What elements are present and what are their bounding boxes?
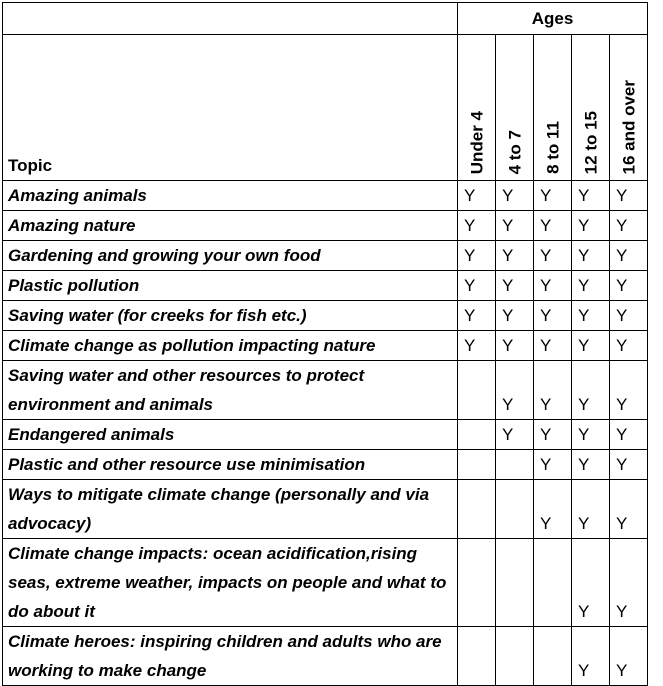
table-row <box>3 627 648 686</box>
topic-cell: Amazing nature <box>3 211 458 241</box>
age-mark-cell: Y <box>534 361 572 420</box>
age-mark-cell: Y <box>572 539 610 627</box>
topic-column-header: Topic <box>3 35 458 181</box>
table-body <box>3 181 648 686</box>
age-mark-cell <box>458 539 496 627</box>
table-row <box>3 241 648 271</box>
age-mark-cell <box>458 361 496 420</box>
age-mark-cell: Y <box>572 480 610 539</box>
age-header-12-to-15 <box>572 35 610 181</box>
topic-cell: Plastic pollution <box>3 271 458 301</box>
age-header-label: 16 and over <box>619 79 638 174</box>
age-mark-cell: Y <box>496 241 534 271</box>
age-header-label: 4 to 7 <box>505 129 524 174</box>
age-mark-cell <box>496 450 534 480</box>
age-mark-cell: Y <box>572 420 610 450</box>
table-row <box>3 271 648 301</box>
age-mark-cell <box>496 627 534 686</box>
age-mark-cell: Y <box>572 331 610 361</box>
age-mark-cell: Y <box>610 271 648 301</box>
age-mark-cell: Y <box>610 211 648 241</box>
table-row <box>3 420 648 450</box>
table-row <box>3 480 648 539</box>
age-mark-cell: Y <box>610 420 648 450</box>
age-header-under-4 <box>458 35 496 181</box>
age-header-8-to-11 <box>534 35 572 181</box>
age-mark-cell: Y <box>534 241 572 271</box>
table-row <box>3 450 648 480</box>
topics-by-age-table-wrapper <box>2 2 648 686</box>
age-mark-cell: Y <box>610 361 648 420</box>
age-mark-cell: Y <box>458 181 496 211</box>
age-mark-cell: Y <box>534 331 572 361</box>
topic-cell: Amazing animals <box>3 181 458 211</box>
age-mark-cell: Y <box>534 420 572 450</box>
age-mark-cell: Y <box>572 181 610 211</box>
age-mark-cell: Y <box>534 271 572 301</box>
topic-cell: Climate change impacts: ocean acidification,rising seas, extreme weather, impacts on people and what to do about it <box>3 539 458 627</box>
topic-cell: Plastic and other resource use minimisation <box>3 450 458 480</box>
age-mark-cell: Y <box>534 301 572 331</box>
age-mark-cell: Y <box>534 181 572 211</box>
age-mark-cell: Y <box>496 301 534 331</box>
table-row <box>3 331 648 361</box>
age-mark-cell: Y <box>610 241 648 271</box>
age-mark-cell <box>458 420 496 450</box>
age-mark-cell <box>496 539 534 627</box>
age-mark-cell <box>534 627 572 686</box>
topics-by-age-table <box>2 2 648 686</box>
age-header-4-to-7 <box>496 35 534 181</box>
age-mark-cell: Y <box>534 211 572 241</box>
header-row-ages <box>3 3 648 35</box>
age-mark-cell: Y <box>496 331 534 361</box>
age-mark-cell: Y <box>496 420 534 450</box>
age-mark-cell: Y <box>610 627 648 686</box>
age-mark-cell: Y <box>610 539 648 627</box>
age-mark-cell: Y <box>496 181 534 211</box>
age-mark-cell: Y <box>458 331 496 361</box>
topic-cell: Gardening and growing your own food <box>3 241 458 271</box>
age-mark-cell: Y <box>458 211 496 241</box>
age-mark-cell: Y <box>572 301 610 331</box>
age-mark-cell: Y <box>572 271 610 301</box>
age-mark-cell: Y <box>610 450 648 480</box>
age-mark-cell: Y <box>496 271 534 301</box>
age-mark-cell: Y <box>610 480 648 539</box>
age-mark-cell: Y <box>572 450 610 480</box>
age-mark-cell: Y <box>534 450 572 480</box>
age-mark-cell <box>458 627 496 686</box>
age-mark-cell: Y <box>572 211 610 241</box>
age-mark-cell: Y <box>572 627 610 686</box>
age-mark-cell <box>458 480 496 539</box>
age-header-label: 8 to 11 <box>543 121 562 174</box>
table-row <box>3 181 648 211</box>
table-row <box>3 211 648 241</box>
topic-cell: Climate change as pollution impacting nature <box>3 331 458 361</box>
age-mark-cell <box>496 480 534 539</box>
age-mark-cell: Y <box>534 480 572 539</box>
topic-cell: Saving water and other resources to protect environment and animals <box>3 361 458 420</box>
age-header-16-and-over <box>610 35 648 181</box>
age-mark-cell: Y <box>572 241 610 271</box>
age-mark-cell <box>458 450 496 480</box>
age-mark-cell: Y <box>610 331 648 361</box>
age-mark-cell: Y <box>496 361 534 420</box>
header-row-columns <box>3 35 648 181</box>
age-mark-cell: Y <box>610 181 648 211</box>
age-mark-cell: Y <box>610 301 648 331</box>
table-row <box>3 301 648 331</box>
topic-cell: Ways to mitigate climate change (personally and via advocacy) <box>3 480 458 539</box>
header-blank-cell <box>3 3 458 35</box>
table-row <box>3 361 648 420</box>
ages-header: Ages <box>458 3 648 35</box>
age-header-label: Under 4 <box>467 110 486 174</box>
table-row <box>3 539 648 627</box>
topic-cell: Endangered animals <box>3 420 458 450</box>
age-mark-cell: Y <box>458 271 496 301</box>
age-mark-cell: Y <box>496 211 534 241</box>
age-mark-cell: Y <box>458 301 496 331</box>
age-mark-cell: Y <box>458 241 496 271</box>
age-mark-cell <box>534 539 572 627</box>
age-mark-cell: Y <box>572 361 610 420</box>
topic-cell: Climate heroes: inspiring children and adults who are working to make change <box>3 627 458 686</box>
age-header-label: 12 to 15 <box>581 110 600 174</box>
topic-cell: Saving water (for creeks for fish etc.) <box>3 301 458 331</box>
